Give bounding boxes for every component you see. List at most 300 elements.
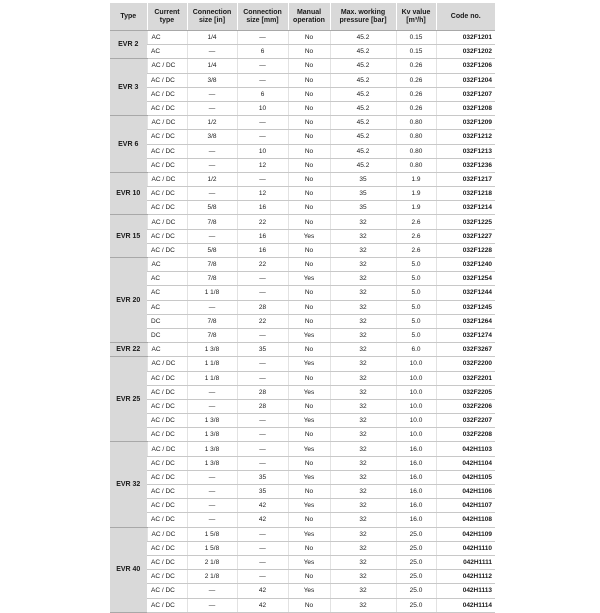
pressure-cell: 32 <box>330 442 396 456</box>
code-no-cell: 042H1113 <box>436 584 495 598</box>
header-current-type: Current type <box>147 3 187 31</box>
pressure-cell: 45.2 <box>330 31 396 45</box>
manual-operation-cell: Yes <box>288 527 330 541</box>
current-type-cell: AC / DC <box>147 485 187 499</box>
manual-operation-cell: No <box>288 101 330 115</box>
table-row <box>110 470 495 484</box>
table-row <box>110 215 495 229</box>
table-row <box>110 555 495 569</box>
current-type-cell: AC <box>147 45 187 59</box>
table-body <box>110 31 495 613</box>
pressure-cell: 45.2 <box>330 73 396 87</box>
manual-operation-cell: No <box>288 73 330 87</box>
kv-value-cell: 5.0 <box>396 286 436 300</box>
current-type-cell: AC / DC <box>147 414 187 428</box>
code-no-cell: 032F1202 <box>436 45 495 59</box>
kv-value-cell: 0.26 <box>396 87 436 101</box>
pressure-cell: 45.2 <box>330 45 396 59</box>
pressure-cell: 32 <box>330 456 396 470</box>
pressure-cell: 45.2 <box>330 87 396 101</box>
connection-in-cell: — <box>187 300 237 314</box>
connection-mm-cell: — <box>237 371 288 385</box>
kv-value-cell: 0.26 <box>396 101 436 115</box>
table-row <box>110 385 495 399</box>
pressure-cell: 35 <box>330 172 396 186</box>
current-type-cell: AC <box>147 258 187 272</box>
connection-mm-cell: 6 <box>237 45 288 59</box>
code-no-cell: 032F1236 <box>436 158 495 172</box>
manual-operation-cell: Yes <box>288 470 330 484</box>
manual-operation-cell: Yes <box>288 229 330 243</box>
table-row <box>110 158 495 172</box>
connection-in-cell: — <box>187 158 237 172</box>
current-type-cell: AC / DC <box>147 201 187 215</box>
kv-value-cell: 0.15 <box>396 31 436 45</box>
connection-in-cell: — <box>187 598 237 612</box>
manual-operation-cell: Yes <box>288 555 330 569</box>
kv-value-cell: 10.0 <box>396 399 436 413</box>
kv-value-cell: 5.0 <box>396 328 436 342</box>
code-no-cell: 032F2205 <box>436 385 495 399</box>
header-code-no: Code no. <box>436 3 495 31</box>
connection-in-cell: 1 3/8 <box>187 428 237 442</box>
connection-in-cell: — <box>187 385 237 399</box>
code-no-cell: 042H1107 <box>436 499 495 513</box>
table-row <box>110 59 495 73</box>
pressure-cell: 45.2 <box>330 116 396 130</box>
connection-in-cell: 1 3/8 <box>187 343 237 357</box>
pressure-cell: 32 <box>330 243 396 257</box>
kv-value-cell: 5.0 <box>396 258 436 272</box>
code-no-cell: 032F1254 <box>436 272 495 286</box>
connection-in-cell: 1/4 <box>187 31 237 45</box>
connection-mm-cell: — <box>237 272 288 286</box>
kv-value-cell: 0.26 <box>396 73 436 87</box>
connection-mm-cell: — <box>237 130 288 144</box>
kv-value-cell: 0.80 <box>396 116 436 130</box>
kv-value-cell: 10.0 <box>396 428 436 442</box>
code-no-cell: 032F1201 <box>436 31 495 45</box>
connection-mm-cell: 42 <box>237 598 288 612</box>
header-connection-mm: Connection size [mm] <box>237 3 288 31</box>
current-type-cell: DC <box>147 314 187 328</box>
table-row <box>110 172 495 186</box>
manual-operation-cell: No <box>288 59 330 73</box>
current-type-cell: AC <box>147 286 187 300</box>
code-no-cell: 042H1106 <box>436 485 495 499</box>
table-row <box>110 73 495 87</box>
current-type-cell: AC / DC <box>147 570 187 584</box>
manual-operation-cell: Yes <box>288 328 330 342</box>
connection-mm-cell: 35 <box>237 343 288 357</box>
connection-mm-cell: 16 <box>237 229 288 243</box>
type-cell: EVR 3 <box>110 59 147 116</box>
current-type-cell: AC / DC <box>147 158 187 172</box>
pressure-cell: 32 <box>330 300 396 314</box>
pressure-cell: 32 <box>330 555 396 569</box>
kv-value-cell: 25.0 <box>396 570 436 584</box>
kv-value-cell: 1.9 <box>396 172 436 186</box>
connection-in-cell: 2 1/8 <box>187 555 237 569</box>
table-header <box>110 3 495 31</box>
spec-table <box>110 3 495 613</box>
connection-in-cell: — <box>187 45 237 59</box>
current-type-cell: AC <box>147 343 187 357</box>
connection-in-cell: — <box>187 470 237 484</box>
kv-value-cell: 25.0 <box>396 527 436 541</box>
code-no-cell: 042H1103 <box>436 442 495 456</box>
table-row <box>110 45 495 59</box>
code-no-cell: 042H1104 <box>436 456 495 470</box>
kv-value-cell: 10.0 <box>396 371 436 385</box>
code-no-cell: 032F1206 <box>436 59 495 73</box>
connection-mm-cell: — <box>237 555 288 569</box>
manual-operation-cell: No <box>288 343 330 357</box>
kv-value-cell: 10.0 <box>396 357 436 371</box>
connection-mm-cell: — <box>237 456 288 470</box>
table-row <box>110 243 495 257</box>
current-type-cell: AC / DC <box>147 527 187 541</box>
current-type-cell: AC / DC <box>147 584 187 598</box>
manual-operation-cell: No <box>288 158 330 172</box>
manual-operation-cell: No <box>288 201 330 215</box>
connection-mm-cell: — <box>237 541 288 555</box>
connection-mm-cell: — <box>237 116 288 130</box>
table-row <box>110 272 495 286</box>
kv-value-cell: 10.0 <box>396 385 436 399</box>
code-no-cell: 032F2207 <box>436 414 495 428</box>
connection-mm-cell: 16 <box>237 201 288 215</box>
current-type-cell: AC / DC <box>147 541 187 555</box>
code-no-cell: 042H1111 <box>436 555 495 569</box>
code-no-cell: 042H1109 <box>436 527 495 541</box>
kv-value-cell: 2.6 <box>396 215 436 229</box>
code-no-cell: 032F1204 <box>436 73 495 87</box>
header-kv-value: Kv value [m³/h] <box>396 3 436 31</box>
code-no-cell: 032F1207 <box>436 87 495 101</box>
connection-mm-cell: 42 <box>237 513 288 527</box>
code-no-cell: 032F1214 <box>436 201 495 215</box>
connection-in-cell: 1 3/8 <box>187 442 237 456</box>
connection-in-cell: — <box>187 229 237 243</box>
manual-operation-cell: No <box>288 314 330 328</box>
pressure-cell: 32 <box>330 328 396 342</box>
manual-operation-cell: No <box>288 485 330 499</box>
pressure-cell: 32 <box>330 541 396 555</box>
header-type: Type <box>110 3 147 31</box>
connection-in-cell: 3/8 <box>187 130 237 144</box>
manual-operation-cell: No <box>288 456 330 470</box>
connection-mm-cell: 42 <box>237 499 288 513</box>
manual-operation-cell: No <box>288 31 330 45</box>
code-no-cell: 032F2200 <box>436 357 495 371</box>
code-no-cell: 042H1105 <box>436 470 495 484</box>
connection-mm-cell: — <box>237 414 288 428</box>
table-row <box>110 414 495 428</box>
manual-operation-cell: No <box>288 130 330 144</box>
type-cell: EVR 15 <box>110 215 147 258</box>
connection-mm-cell: — <box>237 357 288 371</box>
connection-mm-cell: — <box>237 570 288 584</box>
table-row <box>110 456 495 470</box>
code-no-cell: 042H1110 <box>436 541 495 555</box>
kv-value-cell: 0.80 <box>396 144 436 158</box>
connection-mm-cell: — <box>237 527 288 541</box>
manual-operation-cell: No <box>288 87 330 101</box>
code-no-cell: 032F1245 <box>436 300 495 314</box>
connection-mm-cell: — <box>237 73 288 87</box>
kv-value-cell: 5.0 <box>396 272 436 286</box>
pressure-cell: 32 <box>330 527 396 541</box>
kv-value-cell: 16.0 <box>396 485 436 499</box>
code-no-cell: 032F2201 <box>436 371 495 385</box>
connection-mm-cell: 42 <box>237 584 288 598</box>
connection-in-cell: 3/8 <box>187 73 237 87</box>
kv-value-cell: 16.0 <box>396 456 436 470</box>
code-no-cell: 042H1108 <box>436 513 495 527</box>
current-type-cell: AC <box>147 31 187 45</box>
table-row <box>110 314 495 328</box>
code-no-cell: 042H1112 <box>436 570 495 584</box>
table-row <box>110 343 495 357</box>
connection-in-cell: 1 1/8 <box>187 357 237 371</box>
table-row <box>110 328 495 342</box>
code-no-cell: 032F1227 <box>436 229 495 243</box>
manual-operation-cell: No <box>288 570 330 584</box>
table-row <box>110 513 495 527</box>
connection-in-cell: 2 1/8 <box>187 570 237 584</box>
kv-value-cell: 16.0 <box>396 513 436 527</box>
connection-in-cell: 1 5/8 <box>187 541 237 555</box>
current-type-cell: AC / DC <box>147 357 187 371</box>
table-row <box>110 527 495 541</box>
connection-mm-cell: 28 <box>237 399 288 413</box>
connection-in-cell: 5/8 <box>187 243 237 257</box>
code-no-cell: 032F1274 <box>436 328 495 342</box>
table-row <box>110 499 495 513</box>
code-no-cell: 042H1114 <box>436 598 495 612</box>
manual-operation-cell: No <box>288 598 330 612</box>
current-type-cell: AC / DC <box>147 371 187 385</box>
code-no-cell: 032F1212 <box>436 130 495 144</box>
code-no-cell: 032F2206 <box>436 399 495 413</box>
pressure-cell: 32 <box>330 485 396 499</box>
connection-in-cell: — <box>187 87 237 101</box>
connection-mm-cell: 6 <box>237 87 288 101</box>
code-no-cell: 032F1240 <box>436 258 495 272</box>
current-type-cell: AC / DC <box>147 87 187 101</box>
code-no-cell: 032F1264 <box>436 314 495 328</box>
pressure-cell: 35 <box>330 187 396 201</box>
manual-operation-cell: No <box>288 187 330 201</box>
current-type-cell: AC / DC <box>147 187 187 201</box>
connection-in-cell: — <box>187 101 237 115</box>
connection-in-cell: 1 3/8 <box>187 456 237 470</box>
connection-mm-cell: 22 <box>237 215 288 229</box>
kv-value-cell: 1.9 <box>396 187 436 201</box>
header-connection-in: Connection size [in] <box>187 3 237 31</box>
current-type-cell: AC / DC <box>147 144 187 158</box>
connection-in-cell: — <box>187 584 237 598</box>
pressure-cell: 32 <box>330 513 396 527</box>
connection-mm-cell: 10 <box>237 101 288 115</box>
connection-in-cell: 1/4 <box>187 59 237 73</box>
code-no-cell: 032F3267 <box>436 343 495 357</box>
type-cell: EVR 40 <box>110 527 147 612</box>
connection-mm-cell: — <box>237 328 288 342</box>
pressure-cell: 45.2 <box>330 144 396 158</box>
connection-mm-cell: — <box>237 428 288 442</box>
table-row <box>110 485 495 499</box>
connection-in-cell: 1 1/8 <box>187 371 237 385</box>
pressure-cell: 32 <box>330 385 396 399</box>
current-type-cell: DC <box>147 328 187 342</box>
table-row <box>110 87 495 101</box>
connection-in-cell: — <box>187 485 237 499</box>
type-cell: EVR 32 <box>110 442 147 527</box>
table-row <box>110 442 495 456</box>
kv-value-cell: 5.0 <box>396 300 436 314</box>
connection-mm-cell: 28 <box>237 300 288 314</box>
kv-value-cell: 6.0 <box>396 343 436 357</box>
current-type-cell: AC / DC <box>147 130 187 144</box>
manual-operation-cell: No <box>288 300 330 314</box>
connection-in-cell: 1/2 <box>187 116 237 130</box>
type-cell: EVR 20 <box>110 258 147 343</box>
code-no-cell: 032F1208 <box>436 101 495 115</box>
manual-operation-cell: No <box>288 258 330 272</box>
pressure-cell: 32 <box>330 314 396 328</box>
code-no-cell: 032F1213 <box>436 144 495 158</box>
table-row <box>110 187 495 201</box>
connection-mm-cell: 16 <box>237 243 288 257</box>
current-type-cell: AC / DC <box>147 73 187 87</box>
manual-operation-cell: No <box>288 399 330 413</box>
table-row <box>110 598 495 612</box>
connection-mm-cell: 10 <box>237 144 288 158</box>
table-row <box>110 300 495 314</box>
table-row <box>110 428 495 442</box>
type-cell: EVR 2 <box>110 31 147 59</box>
manual-operation-cell: No <box>288 215 330 229</box>
table-row <box>110 130 495 144</box>
kv-value-cell: 2.6 <box>396 229 436 243</box>
connection-mm-cell: 28 <box>237 385 288 399</box>
pressure-cell: 45.2 <box>330 101 396 115</box>
current-type-cell: AC / DC <box>147 101 187 115</box>
current-type-cell: AC <box>147 272 187 286</box>
pressure-cell: 32 <box>330 399 396 413</box>
code-no-cell: 032F1209 <box>436 116 495 130</box>
pressure-cell: 32 <box>330 570 396 584</box>
connection-mm-cell: — <box>237 172 288 186</box>
pressure-cell: 45.2 <box>330 130 396 144</box>
table-row <box>110 286 495 300</box>
table-row <box>110 229 495 243</box>
header-row <box>110 3 495 31</box>
kv-value-cell: 0.26 <box>396 59 436 73</box>
type-cell: EVR 6 <box>110 116 147 173</box>
type-cell: EVR 22 <box>110 343 147 357</box>
current-type-cell: AC / DC <box>147 215 187 229</box>
kv-value-cell: 25.0 <box>396 598 436 612</box>
manual-operation-cell: Yes <box>288 499 330 513</box>
kv-value-cell: 25.0 <box>396 584 436 598</box>
current-type-cell: AC / DC <box>147 470 187 484</box>
table-row <box>110 371 495 385</box>
kv-value-cell: 16.0 <box>396 499 436 513</box>
kv-value-cell: 5.0 <box>396 314 436 328</box>
kv-value-cell: 16.0 <box>396 470 436 484</box>
connection-in-cell: 1/2 <box>187 172 237 186</box>
connection-mm-cell: 22 <box>237 314 288 328</box>
current-type-cell: AC / DC <box>147 456 187 470</box>
connection-in-cell: 7/8 <box>187 258 237 272</box>
table-row <box>110 116 495 130</box>
kv-value-cell: 0.15 <box>396 45 436 59</box>
pressure-cell: 45.2 <box>330 158 396 172</box>
current-type-cell: AC / DC <box>147 172 187 186</box>
manual-operation-cell: No <box>288 243 330 257</box>
manual-operation-cell: Yes <box>288 357 330 371</box>
kv-value-cell: 16.0 <box>396 442 436 456</box>
connection-mm-cell: 35 <box>237 485 288 499</box>
table-row <box>110 144 495 158</box>
current-type-cell: AC / DC <box>147 243 187 257</box>
connection-in-cell: 1 1/8 <box>187 286 237 300</box>
pressure-cell: 32 <box>330 343 396 357</box>
current-type-cell: AC / DC <box>147 555 187 569</box>
pressure-cell: 32 <box>330 357 396 371</box>
header-manual-operation: Manual operation <box>288 3 330 31</box>
current-type-cell: AC / DC <box>147 229 187 243</box>
connection-in-cell: — <box>187 144 237 158</box>
table-row <box>110 541 495 555</box>
table-row <box>110 258 495 272</box>
kv-value-cell: 2.6 <box>396 243 436 257</box>
connection-in-cell: 7/8 <box>187 272 237 286</box>
pressure-cell: 32 <box>330 598 396 612</box>
connection-in-cell: — <box>187 499 237 513</box>
table-row <box>110 31 495 45</box>
pressure-cell: 32 <box>330 272 396 286</box>
connection-mm-cell: 35 <box>237 470 288 484</box>
manual-operation-cell: No <box>288 286 330 300</box>
current-type-cell: AC / DC <box>147 513 187 527</box>
table-row <box>110 357 495 371</box>
manual-operation-cell: Yes <box>288 414 330 428</box>
kv-value-cell: 10.0 <box>396 414 436 428</box>
kv-value-cell: 25.0 <box>396 541 436 555</box>
table-row <box>110 584 495 598</box>
manual-operation-cell: Yes <box>288 272 330 286</box>
pressure-cell: 32 <box>330 229 396 243</box>
connection-in-cell: — <box>187 187 237 201</box>
kv-value-cell: 25.0 <box>396 555 436 569</box>
code-no-cell: 032F1244 <box>436 286 495 300</box>
pressure-cell: 32 <box>330 215 396 229</box>
connection-mm-cell: — <box>237 31 288 45</box>
code-no-cell: 032F1218 <box>436 187 495 201</box>
current-type-cell: AC / DC <box>147 598 187 612</box>
manual-operation-cell: No <box>288 541 330 555</box>
pressure-cell: 32 <box>330 286 396 300</box>
connection-mm-cell: 12 <box>237 158 288 172</box>
pressure-cell: 35 <box>330 201 396 215</box>
table-row <box>110 101 495 115</box>
connection-mm-cell: 12 <box>237 187 288 201</box>
connection-mm-cell: — <box>237 59 288 73</box>
